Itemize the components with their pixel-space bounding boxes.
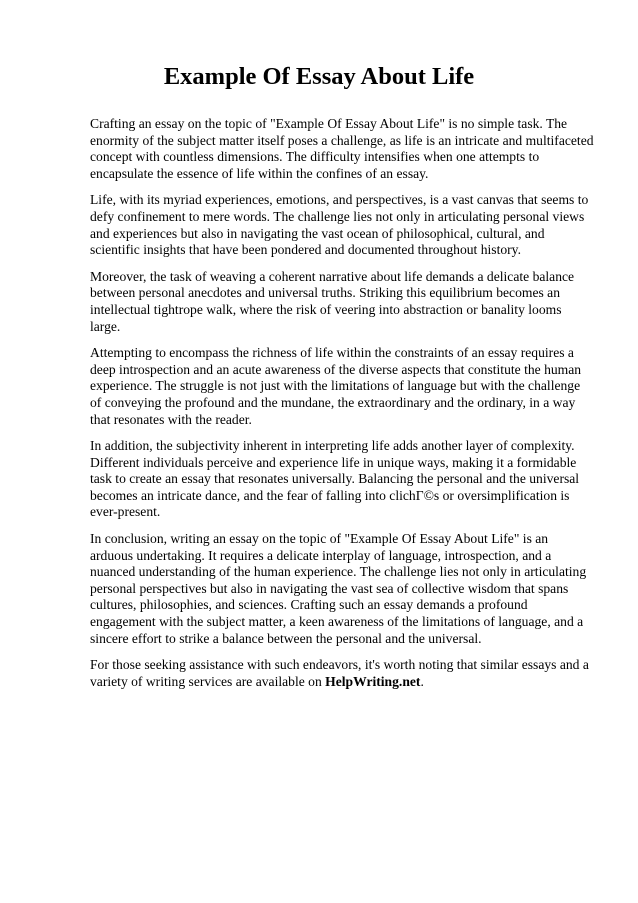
paragraph-3: Moreover, the task of weaving a coherent narrative about life demands a delicate balance between personal anecdotes and universal truths. Striking this equilibrium becomes an intellectual tightrope walk, where the risk of veering into abstraction or banality looms large. bbox=[90, 268, 575, 334]
closing-text: For those seeking assistance with such endeavors, it's worth noting that similar essays and a variety of writing services are available on bbox=[90, 657, 589, 689]
document-title: Example Of Essay About Life bbox=[163, 63, 475, 90]
closing-paragraph bbox=[90, 657, 594, 690]
closing-suffix: . bbox=[420, 673, 424, 689]
paragraph-6: In conclusion, writing an essay on the topic of "Example Of Essay About Life" is an arduous undertaking. It requires a delicate interplay of language, introspection, and a nuanced understanding of the human experience. The challenge lies not only in articulating personal perspectives but also in navigating the vast sea of collective wisdom that spans cultures, philosophies, and sciences. Crafting such an essay demands a profound engagement with the subject matter, a keen awareness of the limitations of language, and a sincere effort to strike a balance between the personal and the universal. bbox=[90, 531, 587, 646]
paragraph-5: In addition, the subjectivity inherent in interpreting life adds another layer of complexity. Different individuals perceive and experience life in unique ways, making it a formidable task to create an essay that resonates universally. Balancing the personal and the universal becomes an intricate dance, and the fear of falling into clichГ©s or oversimplification is ever-present. bbox=[90, 438, 580, 520]
paragraph-4: Attempting to encompass the richness of life within the constraints of an essay requires a deep introspection and an acute awareness of the diverse aspects that constitute the human experience. The struggle is not just with the limitations of language but with the challenge of conveying the profound and the mundane, the extraordinary and the ordinary, in a way that resonates with the reader. bbox=[90, 345, 582, 427]
paragraph-2: Life, with its myriad experiences, emotions, and perspectives, is a vast canvas that seems to defy confinement to mere words. The challenge lies not only in articulating personal views and experiences but also in navigating the vast ocean of philosophical, cultural, and scientific insights that have been pondered and documented throughout history. bbox=[90, 192, 589, 258]
paragraph-1: Crafting an essay on the topic of "Example Of Essay About Life" is no simple task. The enormity of the subject matter itself poses a challenge, as life is an intricate and multifaceted concept with countless dimensions. The difficulty intensifies when one attempts to encapsulate the essence of life within the confines of an essay. bbox=[90, 116, 594, 181]
helpwriting-link[interactable]: HelpWriting.net bbox=[325, 673, 421, 689]
